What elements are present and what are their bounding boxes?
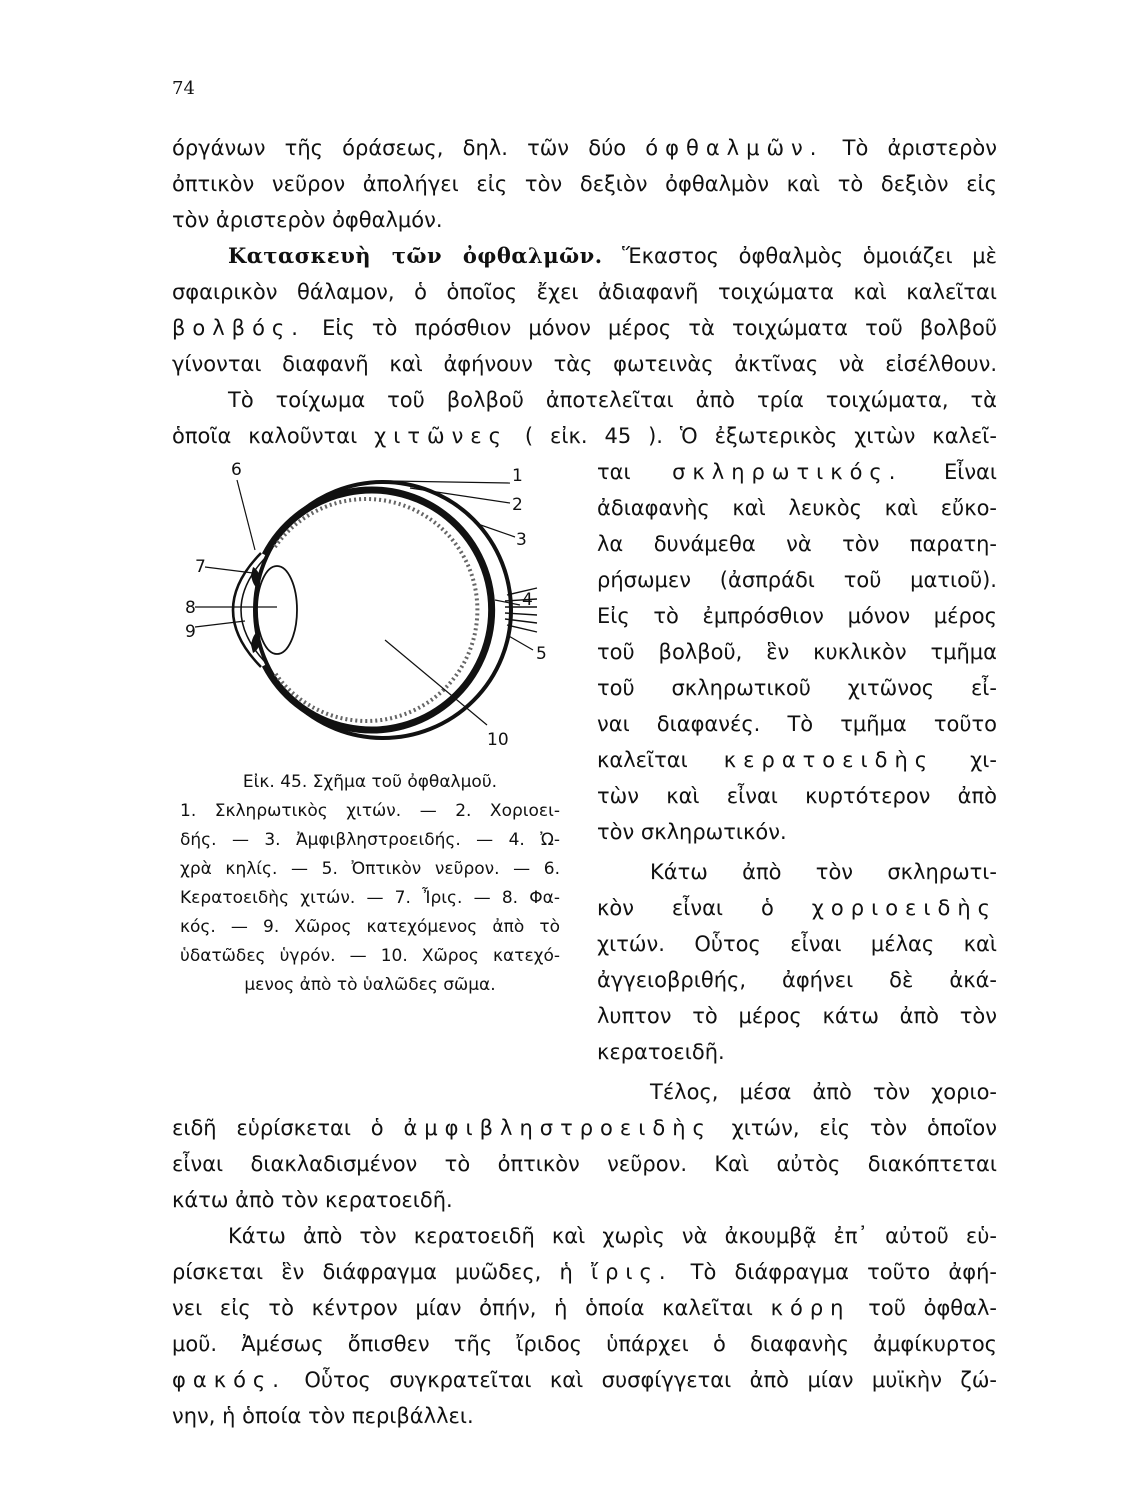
label-1: 1 bbox=[512, 466, 523, 486]
text-run: Οὗτος συγκρατεῖται καὶ συσφίγγεται ἀπὸ μίαν μυϊκὴν ζώ- bbox=[285, 1368, 997, 1392]
text-run: ( εἰκ. 45 ). Ὁ ἐξωτερικὸς χιτὼν καλεῖ- bbox=[507, 424, 997, 448]
text-line bbox=[597, 926, 997, 962]
text-run: Εἶναι bbox=[902, 460, 997, 484]
text-line bbox=[597, 526, 997, 562]
text-line bbox=[597, 814, 997, 850]
text-line bbox=[172, 166, 997, 202]
text-run: λυπτον τὸ μέρος κάτω ἀπὸ τὸν bbox=[597, 1004, 997, 1028]
label-9: 9 bbox=[185, 622, 196, 642]
text-line bbox=[597, 670, 997, 706]
text-line bbox=[172, 346, 997, 382]
label-10: 10 bbox=[487, 730, 509, 750]
caption-line: χρὰ κηλίς. — 5. Ὀπτικὸν νεῦρον. — 6. bbox=[180, 859, 560, 879]
text-line bbox=[172, 1362, 997, 1398]
text-line bbox=[172, 310, 997, 346]
choroid-layer bbox=[265, 490, 492, 730]
label-5: 5 bbox=[536, 644, 547, 664]
text-line bbox=[228, 382, 997, 418]
text-run: τοῦ ὀφθαλ- bbox=[850, 1296, 998, 1320]
text-run: ὀπτικὸν νεῦρον ἀπολήγει εἰς τὸν δεξιὸν ὀφθαλμὸν καὶ τὸ δεξιὸν εἰς bbox=[172, 172, 997, 196]
text-line bbox=[597, 998, 997, 1034]
text-run: ἀδιαφανὴς καὶ λευκὸς καὶ εὔκο- bbox=[597, 496, 997, 520]
text-line bbox=[172, 1290, 997, 1326]
iris-bottom bbox=[251, 631, 260, 653]
text-line bbox=[597, 490, 997, 526]
text-run: κάτω ἀπὸ τὸν κερατοειδῆ. bbox=[172, 1188, 453, 1212]
text-run: Εἰς τὸ πρόσθιον μόνον μέρος τὰ τοιχώματα τοῦ βολβοῦ bbox=[304, 316, 997, 340]
text-run: Κάτω ἀπὸ τὸν σκληρωτι- bbox=[650, 860, 997, 884]
text-run: νην, ἡ ὁποία τὸν περιβάλλει. bbox=[172, 1404, 474, 1428]
spaced-term: βολβός. bbox=[172, 316, 305, 340]
iris-top bbox=[251, 567, 260, 589]
text-run: ται bbox=[597, 460, 673, 484]
text-run: ὁποῖα καλοῦνται bbox=[172, 424, 375, 448]
text-run: λα δυνάμεθα νὰ τὸν παρατη- bbox=[597, 532, 997, 556]
label-7: 7 bbox=[195, 557, 206, 577]
caption-line: Κερατοειδὴς χιτών. — 7. Ἶρις. — 8. Φα- bbox=[180, 888, 560, 908]
text-run: όργάνων τῆς όράσεως, δηλ. τῶν δύο bbox=[172, 136, 646, 160]
spaced-term: κόρη bbox=[770, 1296, 851, 1320]
text-run: καλεῖται bbox=[597, 748, 724, 772]
spaced-term: ἴρις. bbox=[590, 1260, 673, 1284]
text-line bbox=[597, 742, 997, 778]
section-heading-line bbox=[228, 238, 997, 274]
text-run: τοῦ σκληρωτικοῦ χιτῶνος εἶ- bbox=[597, 676, 997, 700]
text-run: εἶναι διακλαδισμένον τὸ ὀπτικὸν νεῦρον. Καὶ αὐτὸς διακόπτεται bbox=[172, 1152, 997, 1176]
text-run: ρίσκεται ἓν διάφραγμα μυῶδες, ἡ bbox=[172, 1260, 591, 1284]
text-line bbox=[650, 1074, 997, 1110]
text-run: χι- bbox=[934, 748, 997, 772]
text-run: τὸν σκληρωτικόν. bbox=[597, 820, 787, 844]
caption-line: ὑδατῶδες ὑγρόν. — 10. Χῶρος κατεχό- bbox=[180, 946, 560, 966]
text-line bbox=[597, 706, 997, 742]
section-heading: Κατασκευὴ τῶν ὀφθαλμῶν. bbox=[228, 243, 603, 268]
label-6: 6 bbox=[231, 460, 242, 480]
text-line bbox=[172, 1110, 997, 1146]
spaced-term: φακός. bbox=[172, 1368, 286, 1392]
text-run: τὼν καὶ εἶναι κυρτότερον ἀπὸ bbox=[597, 784, 997, 808]
text-run: ναι διαφανές. Τὸ τμῆμα τοῦτο bbox=[597, 712, 997, 736]
text-run: τοῦ βολβοῦ, ἓν κυκλικὸν τμῆμα bbox=[597, 640, 997, 664]
text-line bbox=[650, 854, 997, 890]
text-line bbox=[597, 454, 997, 490]
text-run: χιτών, εἰς τὸν ὁποῖον bbox=[711, 1116, 997, 1140]
text-run: ειδῆ εὑρίσκεται ὁ bbox=[172, 1116, 404, 1140]
text-run: Ἕκαστος ὀφθαλμὸς ὁμοιάζει μὲ bbox=[602, 244, 997, 268]
text-run: Εἰς τὸ ἐμπρόσθιον μόνον μέρος bbox=[597, 604, 997, 628]
eye-diagram bbox=[185, 455, 565, 760]
text-line bbox=[597, 598, 997, 634]
text-run: σφαιρικὸν θάλαμον, ὁ ὁποῖος ἔχει ἀδιαφανῆ τοιχώματα καὶ καλεῖται bbox=[172, 280, 997, 304]
text-line bbox=[597, 890, 997, 926]
text-line bbox=[597, 634, 997, 670]
text-run: χιτών. Οὗτος εἶναι μέλας καὶ bbox=[597, 932, 997, 956]
text-run: Τὸ ἀριστερὸν bbox=[823, 136, 997, 160]
caption-line: δής. — 3. Ἀμφιβληστροειδής. — 4. Ὠ- bbox=[180, 830, 560, 850]
text-line bbox=[172, 202, 997, 238]
caption-line: 1. Σκληρωτικὸς χιτών. — 2. Χοριοει- bbox=[180, 801, 560, 821]
text-run: τὸν ἀριστερὸν ὀφθαλμόν. bbox=[172, 208, 443, 232]
label-4: 4 bbox=[522, 590, 533, 610]
text-line bbox=[172, 1398, 997, 1434]
spaced-term: κερατοειδὴς bbox=[723, 748, 935, 772]
text-run: μοῦ. Ἀμέσως ὄπισθεν τῆς ἴριδος ὑπάρχει ὁ διαφανὴς ἀμφίκυρτος bbox=[172, 1332, 997, 1356]
spaced-term: χιτῶνες bbox=[374, 424, 508, 448]
text-line bbox=[172, 1146, 997, 1182]
text-line bbox=[597, 778, 997, 814]
text-run: Κάτω ἀπὸ τὸν κερατοειδῆ καὶ χωρὶς νὰ ἀκουμβᾷ ἐπ᾽ αὐτοῦ εὑ- bbox=[228, 1224, 997, 1248]
caption-line: κός. — 9. Χῶρος κατεχόμενος ἀπὸ τὸ bbox=[180, 917, 560, 937]
text-line bbox=[172, 274, 997, 310]
text-run: νει εἰς τὸ κέντρον μίαν ὀπήν, ἡ ὁποία καλεῖται bbox=[172, 1296, 771, 1320]
page-number: 74 bbox=[172, 78, 195, 99]
text-run: κερατοειδῆ. bbox=[597, 1040, 725, 1064]
text-line bbox=[172, 130, 997, 166]
label-8: 8 bbox=[185, 598, 196, 618]
caption-line: μενος ἀπὸ τὸ ὑαλῶδες σῶμα. bbox=[244, 975, 496, 995]
text-run: ρήσωμεν (ἀσπράδι τοῦ ματιοῦ). bbox=[597, 568, 997, 592]
label-3: 3 bbox=[516, 530, 527, 550]
caption-title: Εἰκ. 45. Σχῆμα τοῦ ὀφθαλμοῦ. bbox=[242, 772, 498, 792]
text-line bbox=[172, 418, 997, 454]
text-run: ἀγγειοβριθής, ἀφήνει δὲ ἀκά- bbox=[597, 968, 997, 992]
text-line bbox=[597, 1034, 997, 1070]
text-line bbox=[228, 1218, 997, 1254]
retina-layer bbox=[275, 499, 477, 721]
text-run: γίνονται διαφανῆ καὶ ἀφήνουν τὰς φωτεινὰς ἀκτῖνας νὰ εἰσέλθουν. bbox=[172, 352, 997, 376]
text-line bbox=[172, 1326, 997, 1362]
spaced-term: όφθαλμῶν. bbox=[645, 136, 824, 160]
spaced-term: χοριοειδὴς bbox=[811, 896, 997, 920]
label-2: 2 bbox=[512, 495, 523, 515]
text-line bbox=[172, 1182, 997, 1218]
text-run: Τέλος, μέσα ἀπὸ τὸν χοριο- bbox=[650, 1080, 997, 1104]
spaced-term: ἀμφιβληστροειδὴς bbox=[403, 1116, 712, 1140]
text-line bbox=[172, 1254, 997, 1290]
text-line bbox=[597, 962, 997, 998]
text-run: κὸν εἶναι ὁ bbox=[597, 896, 812, 920]
spaced-term: σκληρωτικός. bbox=[672, 460, 903, 484]
lens bbox=[257, 566, 297, 654]
text-run: Τὸ τοίχωμα τοῦ βολβοῦ ἀποτελεῖται ἀπὸ τρία τοιχώματα, τὰ bbox=[228, 388, 997, 412]
text-run: Τὸ διάφραγμα τοῦτο ἀφή- bbox=[672, 1260, 997, 1284]
text-line bbox=[597, 562, 997, 598]
